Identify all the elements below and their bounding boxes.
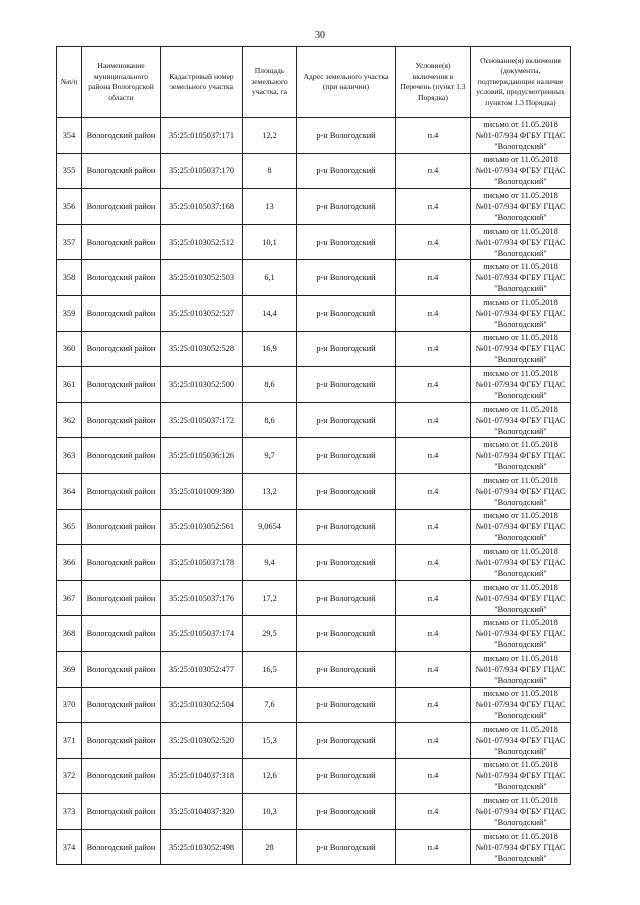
- cell-basis: письмо от 11.05.2018 №01-07/934 ФГБУ ГЦАС "Вологодский": [471, 509, 571, 545]
- cell-basis: письмо от 11.05.2018 №01-07/934 ФГБУ ГЦАС "Вологодский": [471, 794, 571, 830]
- cell-cadastral-number: 35:25:0103052:503: [161, 260, 243, 296]
- table-row: [57, 616, 571, 652]
- cell-area: 8,6: [243, 402, 297, 438]
- cell-district: Вологодский район: [82, 616, 161, 652]
- cell-address: р-н Вологодский: [297, 260, 396, 296]
- cell-no: 355: [57, 153, 82, 189]
- cell-district: Вологодский район: [82, 153, 161, 189]
- cell-cadastral-number: 35:25:0103052:500: [161, 367, 243, 403]
- cell-area: 15,3: [243, 723, 297, 759]
- cell-area: 28: [243, 829, 297, 865]
- table-header-row: [57, 47, 571, 118]
- cell-address: р-н Вологодский: [297, 580, 396, 616]
- cell-cadastral-number: 35:25:0103052:512: [161, 224, 243, 260]
- table-row: [57, 580, 571, 616]
- cell-no: 366: [57, 545, 82, 581]
- cell-basis: письмо от 11.05.2018 №01-07/934 ФГБУ ГЦАС "Вологодский": [471, 829, 571, 865]
- cell-area: 10,1: [243, 224, 297, 260]
- cell-address: р-н Вологодский: [297, 509, 396, 545]
- cell-basis: письмо от 11.05.2018 №01-07/934 ФГБУ ГЦАС "Вологодский": [471, 473, 571, 509]
- header-area: Площадь земельного участка, га: [243, 47, 297, 118]
- cell-condition: п.4: [396, 687, 471, 723]
- cell-no: 360: [57, 331, 82, 367]
- cell-area: 17,2: [243, 580, 297, 616]
- cell-area: 12,2: [243, 118, 297, 154]
- cell-cadastral-number: 35:25:0104037:318: [161, 758, 243, 794]
- cell-district: Вологодский район: [82, 367, 161, 403]
- cell-cadastral-number: 35:25:0101009:380: [161, 473, 243, 509]
- cell-district: Вологодский район: [82, 794, 161, 830]
- cell-condition: п.4: [396, 331, 471, 367]
- cell-condition: п.4: [396, 438, 471, 474]
- cell-district: Вологодский район: [82, 758, 161, 794]
- table-row: [57, 545, 571, 581]
- cell-basis: письмо от 11.05.2018 №01-07/934 ФГБУ ГЦАС "Вологодский": [471, 616, 571, 652]
- cell-district: Вологодский район: [82, 189, 161, 225]
- table-row: [57, 473, 571, 509]
- cell-no: 363: [57, 438, 82, 474]
- cell-cadastral-number: 35:25:0103052:477: [161, 651, 243, 687]
- cell-basis: письмо от 11.05.2018 №01-07/934 ФГБУ ГЦАС "Вологодский": [471, 295, 571, 331]
- cell-condition: п.4: [396, 794, 471, 830]
- cell-no: 354: [57, 118, 82, 154]
- cell-basis: письмо от 11.05.2018 №01-07/934 ФГБУ ГЦАС "Вологодский": [471, 260, 571, 296]
- cell-condition: п.4: [396, 473, 471, 509]
- cell-no: 359: [57, 295, 82, 331]
- cell-area: 14,4: [243, 295, 297, 331]
- cell-area: 13,2: [243, 473, 297, 509]
- cell-no: 357: [57, 224, 82, 260]
- header-condition: Условие(я) включения в Перечень (пункт 1.3 Порядка): [396, 47, 471, 118]
- cell-condition: п.4: [396, 224, 471, 260]
- cell-cadastral-number: 35:25:0103052:527: [161, 295, 243, 331]
- cell-district: Вологодский район: [82, 402, 161, 438]
- table-row: [57, 509, 571, 545]
- cell-cadastral-number: 35:25:0105037:174: [161, 616, 243, 652]
- cell-area: 9,7: [243, 438, 297, 474]
- cell-condition: п.4: [396, 758, 471, 794]
- table-row: [57, 723, 571, 759]
- cell-area: 8: [243, 153, 297, 189]
- cell-no: 369: [57, 651, 82, 687]
- cell-condition: п.4: [396, 829, 471, 865]
- table-row: [57, 189, 571, 225]
- cell-no: 365: [57, 509, 82, 545]
- cell-district: Вологодский район: [82, 545, 161, 581]
- cell-area: 7,6: [243, 687, 297, 723]
- table-row: [57, 153, 571, 189]
- cell-area: 12,6: [243, 758, 297, 794]
- table-row: [57, 118, 571, 154]
- table-row: [57, 438, 571, 474]
- cell-no: 364: [57, 473, 82, 509]
- cell-district: Вологодский район: [82, 331, 161, 367]
- cell-district: Вологодский район: [82, 438, 161, 474]
- cell-cadastral-number: 35:25:0105036:126: [161, 438, 243, 474]
- cell-district: Вологодский район: [82, 224, 161, 260]
- header-cadastral: Кадастровый номер земельного участка: [161, 47, 243, 118]
- cell-area: 8,6: [243, 367, 297, 403]
- table-row: [57, 651, 571, 687]
- cell-basis: письмо от 11.05.2018 №01-07/934 ФГБУ ГЦАС "Вологодский": [471, 723, 571, 759]
- cell-condition: п.4: [396, 189, 471, 225]
- cell-address: р-н Вологодский: [297, 616, 396, 652]
- cell-district: Вологодский район: [82, 295, 161, 331]
- cell-address: р-н Вологодский: [297, 331, 396, 367]
- cell-no: 358: [57, 260, 82, 296]
- cell-condition: п.4: [396, 723, 471, 759]
- cell-area: 9,0654: [243, 509, 297, 545]
- cell-condition: п.4: [396, 367, 471, 403]
- cell-cadastral-number: 35:25:0105037:178: [161, 545, 243, 581]
- cell-address: р-н Вологодский: [297, 438, 396, 474]
- cell-cadastral-number: 35:25:0103052:504: [161, 687, 243, 723]
- header-basis: Основание(я) включения (документы, подтверждающие наличие условий, предусмотренных пунктом 1.3 Порядка): [471, 47, 571, 118]
- cell-no: 370: [57, 687, 82, 723]
- header-no: №п/п: [57, 47, 82, 118]
- cell-district: Вологодский район: [82, 723, 161, 759]
- cell-cadastral-number: 35:25:0103052:520: [161, 723, 243, 759]
- cell-basis: письмо от 11.05.2018 №01-07/934 ФГБУ ГЦАС "Вологодский": [471, 758, 571, 794]
- cell-no: 371: [57, 723, 82, 759]
- cell-address: р-н Вологодский: [297, 794, 396, 830]
- cell-address: р-н Вологодский: [297, 758, 396, 794]
- cell-address: р-н Вологодский: [297, 153, 396, 189]
- cell-condition: п.4: [396, 616, 471, 652]
- cell-no: 368: [57, 616, 82, 652]
- table-row: [57, 402, 571, 438]
- cell-basis: письмо от 11.05.2018 №01-07/934 ФГБУ ГЦАС "Вологодский": [471, 224, 571, 260]
- cell-address: р-н Вологодский: [297, 473, 396, 509]
- cell-cadastral-number: 35:25:0105037:168: [161, 189, 243, 225]
- table-body: [57, 118, 571, 865]
- cell-basis: письмо от 11.05.2018 №01-07/934 ФГБУ ГЦАС "Вологодский": [471, 545, 571, 581]
- cell-address: р-н Вологодский: [297, 651, 396, 687]
- cell-district: Вологодский район: [82, 829, 161, 865]
- cell-cadastral-number: 35:25:0105037:176: [161, 580, 243, 616]
- cell-address: р-н Вологодский: [297, 295, 396, 331]
- table-row: [57, 829, 571, 865]
- header-district: Наименование муниципального района Вологодской области: [82, 47, 161, 118]
- cell-basis: письмо от 11.05.2018 №01-07/934 ФГБУ ГЦАС "Вологодский": [471, 153, 571, 189]
- cell-address: р-н Вологодский: [297, 367, 396, 403]
- cell-basis: письмо от 11.05.2018 №01-07/934 ФГБУ ГЦАС "Вологодский": [471, 402, 571, 438]
- cell-cadastral-number: 35:25:0103052:528: [161, 331, 243, 367]
- cell-area: 9,4: [243, 545, 297, 581]
- header-address: Адрес земельного участка (при наличии): [297, 47, 396, 118]
- cell-basis: письмо от 11.05.2018 №01-07/934 ФГБУ ГЦАС "Вологодский": [471, 438, 571, 474]
- table-row: [57, 295, 571, 331]
- cell-area: 6,1: [243, 260, 297, 296]
- cell-no: 374: [57, 829, 82, 865]
- cell-cadastral-number: 35:25:0105037:171: [161, 118, 243, 154]
- cell-no: 362: [57, 402, 82, 438]
- cell-address: р-н Вологодский: [297, 545, 396, 581]
- cell-cadastral-number: 35:25:0103052:561: [161, 509, 243, 545]
- cell-district: Вологодский район: [82, 260, 161, 296]
- cell-basis: письмо от 11.05.2018 №01-07/934 ФГБУ ГЦАС "Вологодский": [471, 331, 571, 367]
- cell-basis: письмо от 11.05.2018 №01-07/934 ФГБУ ГЦАС "Вологодский": [471, 687, 571, 723]
- cell-no: 356: [57, 189, 82, 225]
- table-row: [57, 260, 571, 296]
- table-row: [57, 331, 571, 367]
- table-row: [57, 224, 571, 260]
- cell-cadastral-number: 35:25:0105037:172: [161, 402, 243, 438]
- cell-address: р-н Вологодский: [297, 189, 396, 225]
- cell-area: 29,5: [243, 616, 297, 652]
- page-number: 30: [315, 30, 325, 41]
- cell-basis: письмо от 11.05.2018 №01-07/934 ФГБУ ГЦАС "Вологодский": [471, 580, 571, 616]
- cell-area: 16,5: [243, 651, 297, 687]
- cell-cadastral-number: 35:25:0105037:170: [161, 153, 243, 189]
- table-row: [57, 687, 571, 723]
- table-row: [57, 367, 571, 403]
- cell-condition: п.4: [396, 153, 471, 189]
- cell-district: Вологодский район: [82, 473, 161, 509]
- cell-basis: письмо от 11.05.2018 №01-07/934 ФГБУ ГЦАС "Вологодский": [471, 189, 571, 225]
- cell-district: Вологодский район: [82, 651, 161, 687]
- cell-basis: письмо от 11.05.2018 №01-07/934 ФГБУ ГЦАС "Вологодский": [471, 367, 571, 403]
- cell-district: Вологодский район: [82, 687, 161, 723]
- cell-no: 372: [57, 758, 82, 794]
- cell-district: Вологодский район: [82, 509, 161, 545]
- table-row: [57, 794, 571, 830]
- cell-condition: п.4: [396, 118, 471, 154]
- cell-basis: письмо от 11.05.2018 №01-07/934 ФГБУ ГЦАС "Вологодский": [471, 651, 571, 687]
- cell-area: 16,9: [243, 331, 297, 367]
- cell-no: 373: [57, 794, 82, 830]
- land-plots-table: [56, 46, 571, 865]
- cell-condition: п.4: [396, 260, 471, 296]
- cell-basis: письмо от 11.05.2018 №01-07/934 ФГБУ ГЦАС "Вологодский": [471, 118, 571, 154]
- cell-condition: п.4: [396, 509, 471, 545]
- cell-area: 13: [243, 189, 297, 225]
- cell-no: 367: [57, 580, 82, 616]
- cell-condition: п.4: [396, 545, 471, 581]
- cell-condition: п.4: [396, 580, 471, 616]
- cell-area: 10,3: [243, 794, 297, 830]
- cell-cadastral-number: 35:25:0103052:498: [161, 829, 243, 865]
- cell-condition: п.4: [396, 651, 471, 687]
- cell-address: р-н Вологодский: [297, 723, 396, 759]
- cell-condition: п.4: [396, 402, 471, 438]
- cell-address: р-н Вологодский: [297, 687, 396, 723]
- cell-address: р-н Вологодский: [297, 118, 396, 154]
- cell-condition: п.4: [396, 295, 471, 331]
- cell-district: Вологодский район: [82, 118, 161, 154]
- cell-no: 361: [57, 367, 82, 403]
- cell-address: р-н Вологодский: [297, 402, 396, 438]
- table-row: [57, 758, 571, 794]
- cell-address: р-н Вологодский: [297, 829, 396, 865]
- cell-cadastral-number: 35:25:0104037:320: [161, 794, 243, 830]
- cell-district: Вологодский район: [82, 580, 161, 616]
- cell-address: р-н Вологодский: [297, 224, 396, 260]
